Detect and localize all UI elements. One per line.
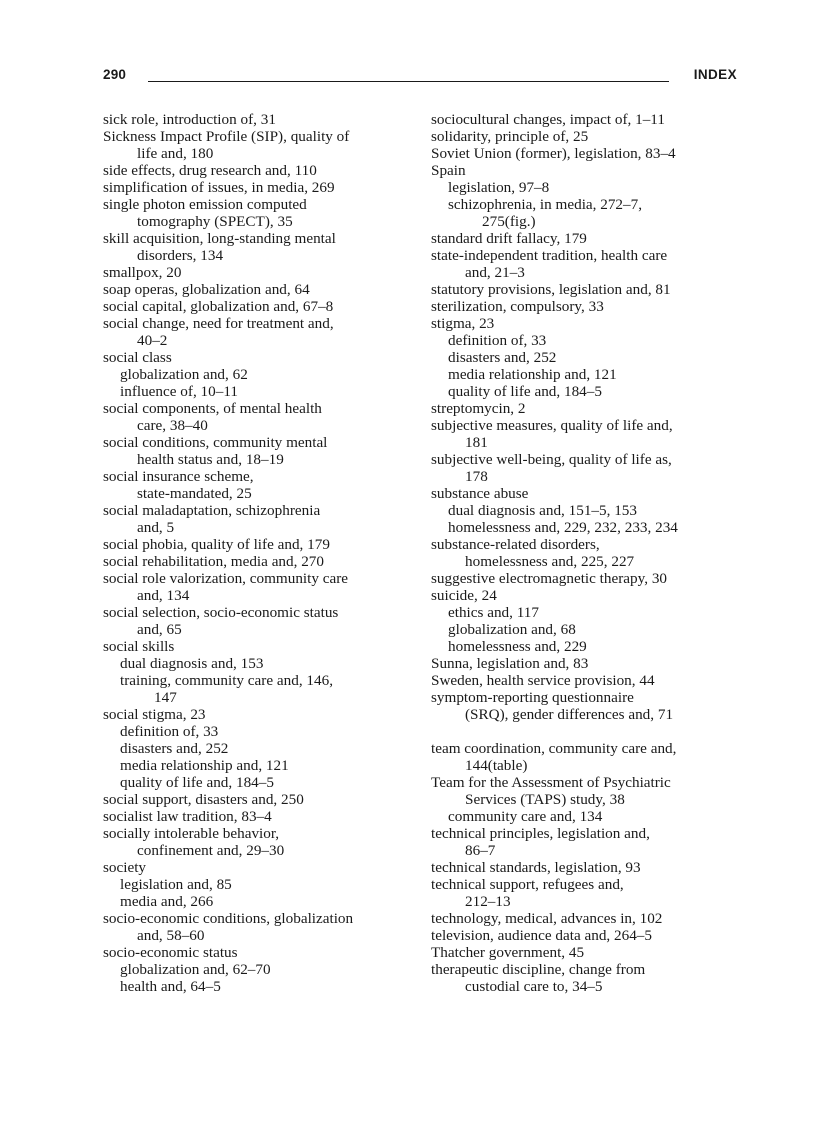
index-entry: technology, medical, advances in, 102 (431, 910, 663, 927)
index-entry: solidarity, principle of, 25 (431, 128, 589, 145)
index-entry: social maladaptation, schizophrenia and, 5 (103, 502, 321, 536)
index-subentry: influence of, 10–11 (120, 383, 238, 400)
index-entry: suggestive electromagnetic therapy, 30 (431, 570, 668, 587)
index-entry: socialist law tradition, 83–4 (103, 808, 272, 825)
index-subentry: media relationship and, 121 (448, 366, 617, 383)
index-subentry: globalization and, 68 (448, 621, 576, 638)
index-entry: statutory provisions, legislation and, 81 (431, 281, 671, 298)
index-subentry: homelessness and, 229, 232, 233, 234 (448, 519, 678, 536)
index-entry: social support, disasters and, 250 (103, 791, 304, 808)
index-subentry: legislation, 97–8 (448, 179, 550, 196)
index-entry: sociocultural changes, impact of, 1–11 (431, 111, 665, 128)
index-entry: standard drift fallacy, 179 (431, 230, 587, 247)
index-entry: Spain (431, 162, 466, 179)
index-subentry: ethics and, 117 (448, 604, 539, 621)
index-entry: technical standards, legislation, 93 (431, 859, 641, 876)
index-subentry: definition of, 33 (120, 723, 219, 740)
index-entry: single photon emission computed tomography (SPECT), 35 (103, 196, 307, 230)
index-entry: subjective measures, quality of life and, 181 (431, 417, 673, 451)
index-subentry: globalization and, 62 (120, 366, 248, 383)
index-entry: soap operas, globalization and, 64 (103, 281, 310, 298)
index-entry: social role valorization, community care and, 134 (103, 570, 349, 604)
index-entry: socially intolerable behavior, confinement and, 29–30 (103, 825, 285, 859)
index-entry: skill acquisition, long-standing mental disorders, 134 (103, 230, 336, 264)
index-subentry: media and, 266 (120, 893, 214, 910)
index-column-right (431, 111, 746, 995)
index-entry: Soviet Union (former), legislation, 83–4 (431, 145, 676, 162)
index-entry: social insurance scheme, state-mandated, 25 (103, 468, 254, 502)
index-entry: substance-related disorders, homelessness and, 225, 227 (431, 536, 635, 570)
header-rule (148, 81, 669, 82)
index-subentry: community care and, 134 (448, 808, 603, 825)
index-subentry: legislation and, 85 (120, 876, 232, 893)
running-head-title: INDEX (693, 67, 737, 82)
index-entry: social selection, socio-economic status and, 65 (103, 604, 339, 638)
index-column-left (103, 111, 418, 995)
index-entry: stigma, 23 (431, 315, 495, 332)
index-entry: symptom-reporting questionnaire (SRQ), gender differences and, 71 (431, 689, 674, 723)
index-entry: smallpox, 20 (103, 264, 182, 281)
index-entry: suicide, 24 (431, 587, 497, 604)
index-entry: socio-economic conditions, globalization and, 58–60 (103, 910, 354, 944)
index-subentry: schizophrenia, in media, 272–7, 275(fig.) (448, 196, 643, 230)
index-entry: Thatcher government, 45 (431, 944, 585, 961)
index-entry: social phobia, quality of life and, 179 (103, 536, 330, 553)
index-entry: social skills (103, 638, 175, 655)
index-entry: Sweden, health service provision, 44 (431, 672, 655, 689)
index-entry: social stigma, 23 (103, 706, 206, 723)
index-entry: social class (103, 349, 172, 366)
index-subentry: health and, 64–5 (120, 978, 221, 995)
letter-group-gap (431, 723, 746, 740)
index-entry: social change, need for treatment and, 40–2 (103, 315, 334, 349)
index-entry: social capital, globalization and, 67–8 (103, 298, 334, 315)
index-subentry: quality of life and, 184–5 (448, 383, 602, 400)
index-subentry: quality of life and, 184–5 (120, 774, 274, 791)
index-entry: subjective well-being, quality of life as, 178 (431, 451, 672, 485)
index-subentry: definition of, 33 (448, 332, 547, 349)
index-entry: sick role, introduction of, 31 (103, 111, 276, 128)
index-subentry: dual diagnosis and, 153 (120, 655, 264, 672)
index-entry: Sickness Impact Profile (SIP), quality of life and, 180 (103, 128, 350, 162)
index-subentry: dual diagnosis and, 151–5, 153 (448, 502, 637, 519)
index-entry: simplification of issues, in media, 269 (103, 179, 335, 196)
index-subentry: disasters and, 252 (448, 349, 557, 366)
index-entry: state-independent tradition, health care and, 21–3 (431, 247, 668, 281)
index-entry: Team for the Assessment of Psychiatric Services (TAPS) study, 38 (431, 774, 671, 808)
index-entry: substance abuse (431, 485, 529, 502)
index-entry: sterilization, compulsory, 33 (431, 298, 604, 315)
index-entry: technical principles, legislation and, 86–7 (431, 825, 650, 859)
index-subentry: homelessness and, 229 (448, 638, 587, 655)
index-entry: social rehabilitation, media and, 270 (103, 553, 324, 570)
index-entry: social components, of mental health care, 38–40 (103, 400, 322, 434)
index-entry: socio-economic status (103, 944, 238, 961)
index-entry: society (103, 859, 147, 876)
index-entry: therapeutic discipline, change from custodial care to, 34–5 (431, 961, 646, 995)
index-entry: social conditions, community mental health status and, 18–19 (103, 434, 328, 468)
index-entry: side effects, drug research and, 110 (103, 162, 317, 179)
index-subentry: globalization and, 62–70 (120, 961, 271, 978)
index-entry: Sunna, legislation and, 83 (431, 655, 589, 672)
index-subentry: media relationship and, 121 (120, 757, 289, 774)
index-entry: team coordination, community care and, 144(table) (431, 740, 677, 774)
page-number: 290 (103, 67, 127, 82)
index-entry: television, audience data and, 264–5 (431, 927, 652, 944)
index-subentry: training, community care and, 146, 147 (120, 672, 333, 706)
index-entry: technical support, refugees and, 212–13 (431, 876, 624, 910)
index-entry: streptomycin, 2 (431, 400, 526, 417)
running-header (103, 67, 737, 87)
index-subentry: disasters and, 252 (120, 740, 229, 757)
